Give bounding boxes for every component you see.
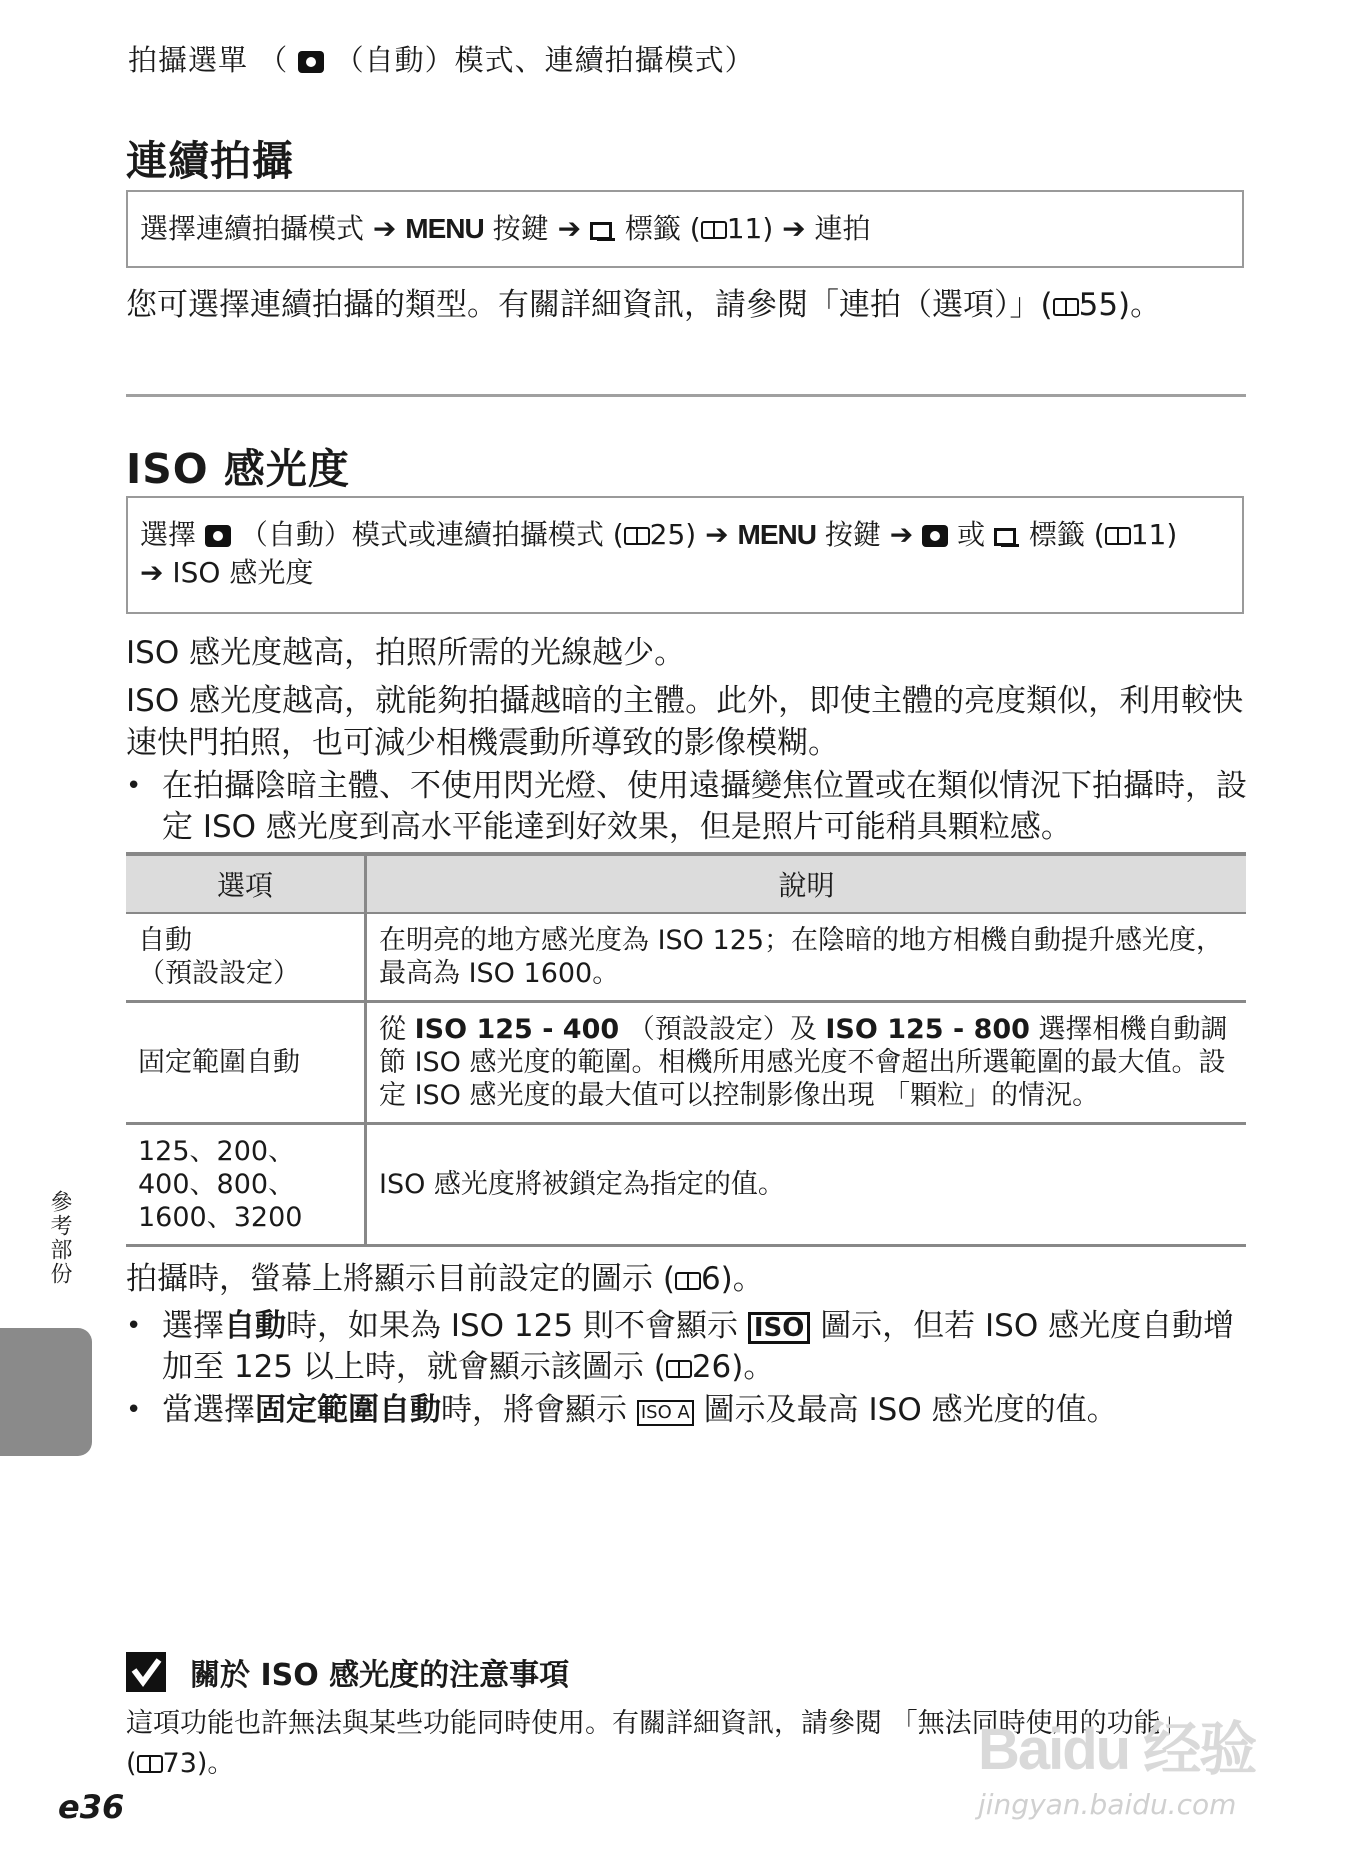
option-text: 自動: [138, 925, 192, 956]
section-divider: [126, 394, 1246, 397]
bullet-bold: 自動: [224, 1308, 286, 1344]
bullet-text: 選擇: [162, 1308, 224, 1344]
bullet-text: 圖示及最高 ISO 感光度的值。: [703, 1392, 1118, 1428]
note-title: 關於 ISO 感光度的注意事項: [190, 1658, 570, 1693]
book-reference-icon: [666, 1360, 692, 1378]
arrow-icon: ➔: [140, 556, 164, 589]
iso-paragraph-2: ISO 感光度越高，就能夠拍攝越暗的主體。此外，即使主體的亮度類似，利用較快速快門拍照，也可減少相機震動所導致的影像模糊。: [126, 683, 1244, 761]
iso-bullet-1: [126, 766, 1251, 848]
desc-bold: ISO 125 - 800: [825, 1014, 1030, 1045]
watermark-url: jingyan.baidu.com: [978, 1788, 1237, 1821]
path-text: 連拍: [814, 212, 871, 245]
menu-button-label: MENU: [737, 519, 816, 550]
book-reference-icon: [675, 1272, 701, 1290]
bullet-bold: 固定範圍自動: [255, 1392, 441, 1428]
camera-icon: [298, 51, 324, 73]
iso-paragraph-1: ISO 感光度越高，拍照所需的光線越少。: [126, 635, 686, 671]
watermark-logo: Baidu 经验: [978, 1717, 1256, 1782]
para-text: 拍攝時，螢幕上將顯示目前設定的圖示 (: [126, 1261, 675, 1297]
check-note-icon: [126, 1652, 166, 1692]
bullet-text: 圖示，但若 ISO 感光度自動增加至 125 以上時，就會顯示該圖示 (: [162, 1308, 1235, 1385]
column-header-description: 說明: [366, 854, 1247, 913]
arrow-icon: ➔: [705, 518, 729, 551]
bullet-dot: •: [126, 1311, 142, 1341]
option-text: （預設設定）: [138, 958, 300, 989]
path-text: 選擇連續拍攝模式: [140, 212, 365, 245]
path-text: 選擇: [140, 518, 197, 551]
table-row: [126, 913, 1246, 1002]
column-header-option: 選項: [126, 854, 366, 913]
path-text: 按鍵: [824, 518, 881, 551]
continuous-description: [126, 284, 1251, 326]
book-reference-icon: [1105, 527, 1131, 545]
section-title-continuous: 連續拍攝: [126, 137, 294, 185]
arrow-icon: ➔: [372, 212, 397, 245]
continuous-shooting-icon: [590, 222, 612, 240]
path-text: 標籤 (: [624, 212, 701, 245]
table-row: [126, 1002, 1246, 1124]
table-row: [126, 1124, 1246, 1246]
bullet-dot: •: [126, 1395, 142, 1425]
table-header-row: [126, 854, 1246, 913]
option-cell: [126, 1124, 366, 1246]
page-ref: 25): [649, 518, 697, 551]
reference-section-icon: e: [58, 1788, 80, 1826]
header-text-2: （自動）模式、連續拍攝模式）: [334, 43, 755, 77]
iso-auto-icon: ISO A: [637, 1400, 694, 1426]
desc-text: 從: [379, 1014, 406, 1045]
menu-path-line: [128, 210, 1242, 248]
desc-text: 選擇相機自動調節 ISO 感光度的範圍。相機所用感光度不會超出所選範圍的最大值。設定 ISO 感光度的最大值可以控制影像出現 「顆粒」的情況。: [379, 1014, 1228, 1111]
display-paragraph: [126, 1258, 1251, 1300]
path-text: 標籤 (: [1028, 518, 1105, 551]
arrow-icon: ➔: [557, 212, 582, 245]
header-text-1: 拍攝選單 （: [128, 43, 289, 77]
page-number-text: 36: [79, 1788, 125, 1826]
section-title-iso: ISO 感光度: [126, 445, 350, 493]
desc-text: 您可選擇連續拍攝的類型。有關詳細資訊，請參閱「連拍（選項）」(: [126, 287, 1053, 323]
bullet-dot: •: [126, 771, 142, 801]
note-text: 這項功能也許無法與某些功能同時使用。有關詳細資訊，請參閱 「無法同時使用的功能」 ( 73)。: [126, 1708, 1188, 1779]
page-ref: 55)。: [1078, 287, 1162, 323]
side-tab-marker: [0, 1328, 92, 1456]
page-ref: 26)。: [691, 1349, 775, 1385]
page-ref: 11): [726, 212, 774, 245]
page-ref: 11): [1130, 518, 1178, 551]
page-ref: 6)。: [700, 1261, 764, 1297]
bullet-text: 時，將會顯示: [441, 1392, 627, 1428]
iso-options-table: [126, 852, 1246, 1247]
desc-bold: ISO 125 - 400: [414, 1014, 620, 1045]
description-cell: [366, 1002, 1247, 1124]
display-bullet-2: [126, 1390, 1251, 1431]
running-header: [128, 38, 755, 79]
arrow-icon: ➔: [889, 518, 914, 551]
book-reference-icon: [137, 1755, 163, 1773]
page-number: [58, 1788, 124, 1826]
bullet-text: 在拍攝陰暗主體、不使用閃光燈、使用遠攝變焦位置或在類似情況下拍攝時，設定 ISO 感光度到高水平能達到好效果，但是照片可能稍具顆粒感。: [162, 768, 1247, 845]
path-text: 按鍵: [492, 212, 549, 245]
option-cell: 固定範圍自動: [126, 1002, 366, 1124]
desc-text: （預設設定）及: [627, 1014, 817, 1045]
side-section-label: 參考部份: [47, 1190, 72, 1286]
camera-icon: [205, 525, 231, 547]
book-reference-icon: [1053, 298, 1079, 316]
menu-path-box-continuous: [126, 190, 1244, 268]
path-text: 或: [957, 518, 986, 551]
option-text: 400、800、: [138, 1169, 296, 1200]
path-text: （自動）模式或連續拍攝模式 (: [239, 518, 624, 551]
camera-icon: [922, 525, 948, 547]
path-text: ISO 感光度: [172, 556, 314, 589]
option-text: 1600、3200: [138, 1202, 303, 1233]
menu-button-label: MENU: [405, 213, 484, 244]
menu-path-line: [128, 554, 1242, 592]
book-reference-icon: [624, 527, 650, 545]
book-reference-icon: [701, 221, 727, 239]
page-ref: 73)。: [162, 1748, 235, 1779]
menu-path-box-iso: [126, 496, 1244, 614]
description-cell: 在明亮的地方感光度為 ISO 125；在陰暗的地方相機自動提升感光度，最高為 ISO 1600。: [366, 913, 1247, 1002]
bullet-text: 當選擇: [162, 1392, 255, 1428]
iso-icon: ISO: [748, 1312, 811, 1344]
continuous-shooting-icon: [994, 528, 1016, 546]
arrow-icon: ➔: [782, 212, 806, 245]
option-text: 125、200、: [138, 1136, 296, 1167]
option-cell: [126, 913, 366, 1002]
menu-path-line: [128, 516, 1242, 554]
note-body: 這項功能也許無法與某些功能同時使用。有關詳細資訊，請參閱 「無法同時使用的功能」: [126, 1708, 1188, 1739]
display-bullet-1: [126, 1306, 1251, 1388]
description-cell: ISO 感光度將被鎖定為指定的值。: [366, 1124, 1247, 1246]
bullet-text: 時，如果為 ISO 125 則不會顯示: [286, 1308, 738, 1344]
